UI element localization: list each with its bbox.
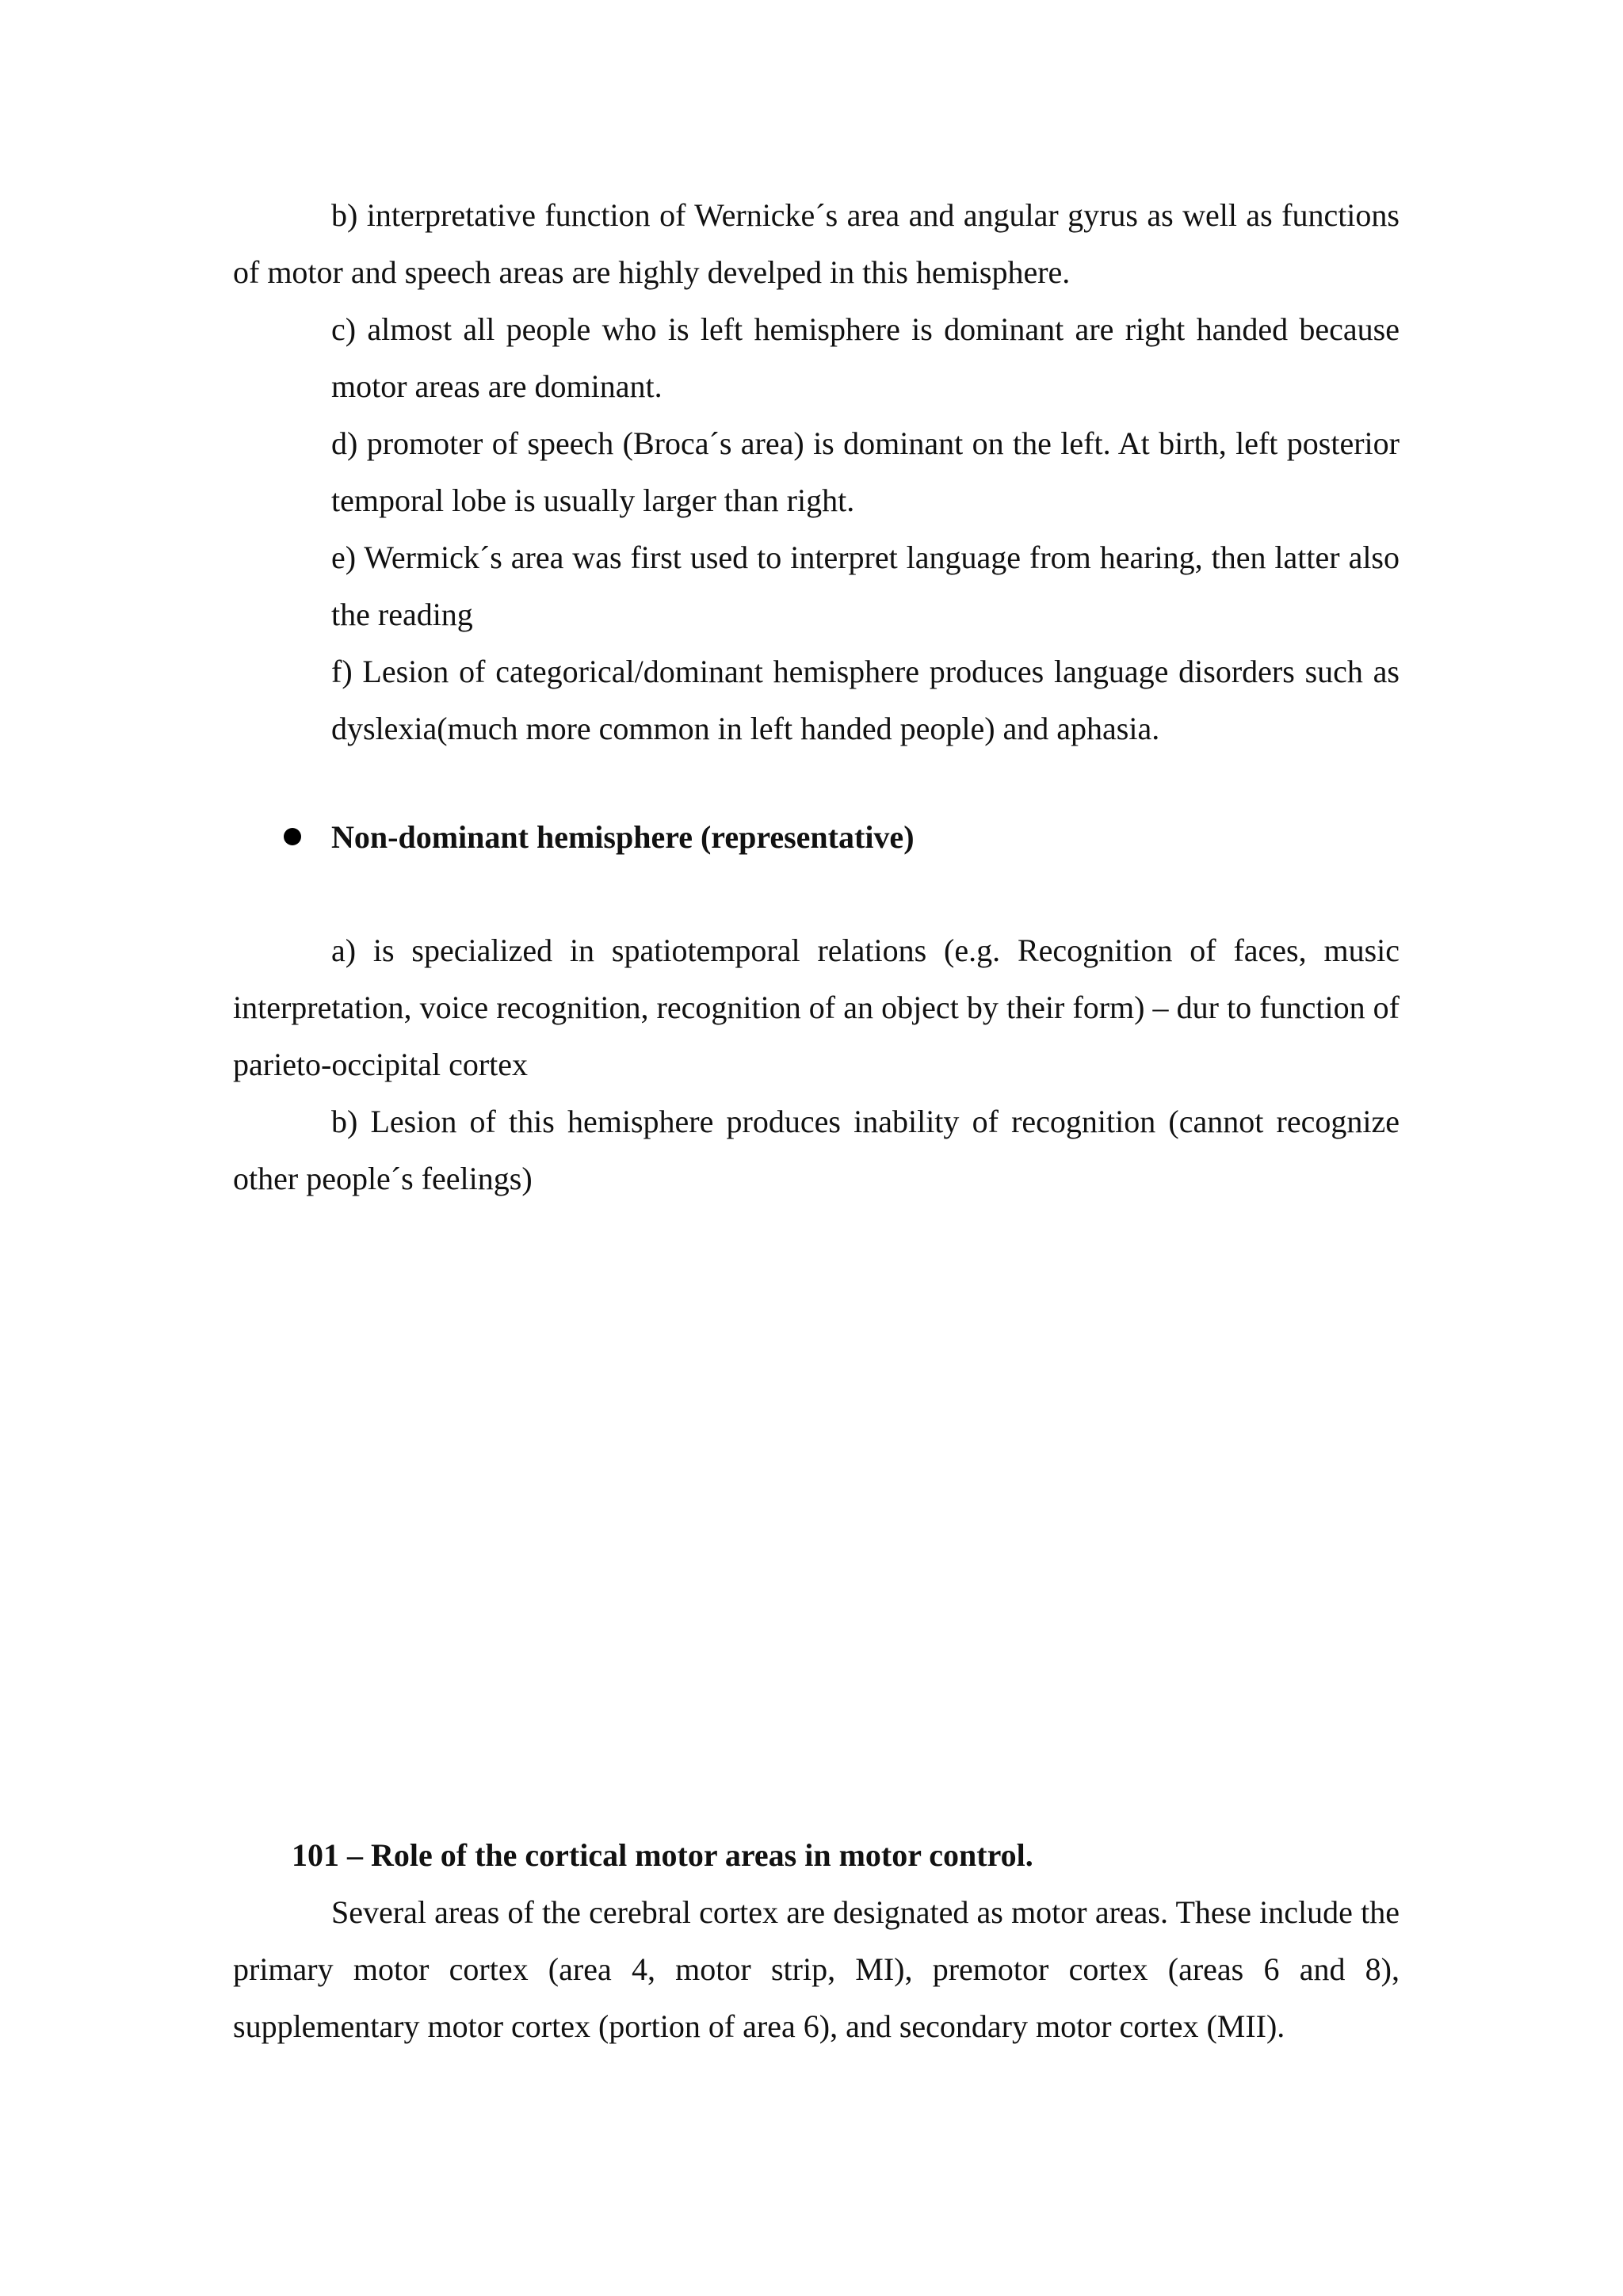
non-dominant-heading: Non-dominant hemisphere (representative): [331, 818, 915, 855]
paragraph-f-lesion-dominant: f) Lesion of categorical/dominant hemisphere produces language disorders such as dyslexia(much more common in left handed people) and aphasia.: [331, 654, 1400, 746]
section-101-title: 101 – Role of the cortical motor areas in motor control.: [292, 1837, 1033, 1873]
paragraph-b-interpretative-function: b) interpretative function of Wernicke´s area and angular gyrus as well as functions of motor and speech areas are highly develped in this hemisphere.: [233, 197, 1400, 290]
non-dominant-heading-row: [284, 808, 915, 865]
bullet-icon: [284, 828, 301, 845]
paragraph-a-spatiotemporal: a) is specialized in spatiotemporal relations (e.g. Recognition of faces, music interpretation, voice recognition, recognition of an object by their form) – dur to function of parieto-occipital cortex: [233, 933, 1400, 1082]
paragraph-e-wernicke-area: e) Wermick´s area was first used to interpret language from hearing, then latter also the reading: [331, 540, 1400, 632]
paragraph-c-right-handed: c) almost all people who is left hemisphere is dominant are right handed because motor areas are dominant.: [331, 311, 1400, 404]
paragraph-b-lesion-nondominant: b) Lesion of this hemisphere produces inability of recognition (cannot recognize other people´s feelings): [233, 1104, 1400, 1196]
paragraph-d-broca-area: d) promoter of speech (Broca´s area) is dominant on the left. At birth, left posterior temporal lobe is usually larger than right.: [331, 425, 1400, 518]
section-101-body: Several areas of the cerebral cortex are designated as motor areas. These include the primary motor cortex (area 4, motor strip, MI), premotor cortex (areas 6 and 8), supplementary motor cortex (portion of area 6), and secondary motor cortex (MII).: [233, 1894, 1400, 2044]
